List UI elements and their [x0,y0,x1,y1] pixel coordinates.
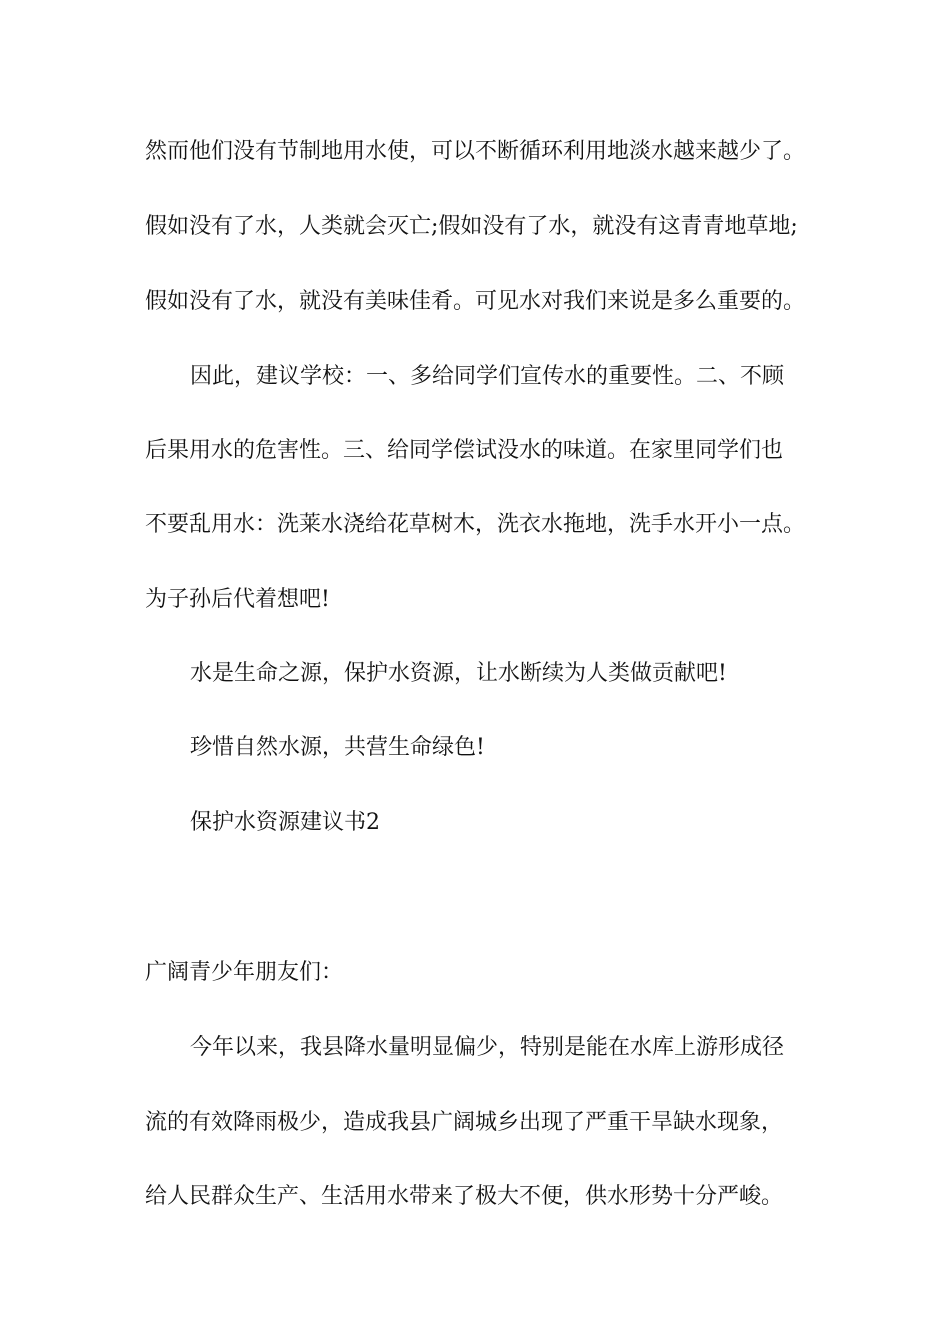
paragraph-first-line: 今年以来，我县降水量明显偏少，特别是能在水库上游形成径 [190,1035,785,1060]
text-line: 后果用水的危害性。三、给同学偿试没水的味道。在家里同学们也 [145,438,784,463]
text-line: 不要乱用水：洗莱水浇给花草树木，洗衣水拖地，洗手水开小一点。 [145,512,806,537]
text-line: 假如没有了水，人类就会灭亡;假如没有了水，就没有这青青地草地; [145,214,798,239]
salutation: 广阔青少年朋友们： [145,960,344,985]
text-line: 流的有效降雨极少，造成我县广阔城乡出现了严重干旱缺水现象， [145,1110,784,1135]
section-heading: 保护水资源建议书2 [190,810,380,835]
text-line: 为子孙后代着想吧! [145,587,330,612]
text-line: 给人民群众生产、生活用水带来了极大不便，供水形势十分严峻。 [145,1184,784,1209]
paragraph-first-line: 水是生命之源，保护水资源，让水断续为人类做贡献吧! [190,661,727,686]
text-line: 假如没有了水，就没有美味佳肴。可见水对我们来说是多么重要的。 [145,289,806,314]
paragraph-first-line: 珍惜自然水源，共营生命绿色! [190,735,485,760]
text-line: 然而他们没有节制地用水使，可以不断循环利用地淡水越来越少了。 [145,139,806,164]
paragraph-first-line: 因此，建议学校：一、多给同学们宣传水的重要性。二、不顾 [190,364,785,389]
